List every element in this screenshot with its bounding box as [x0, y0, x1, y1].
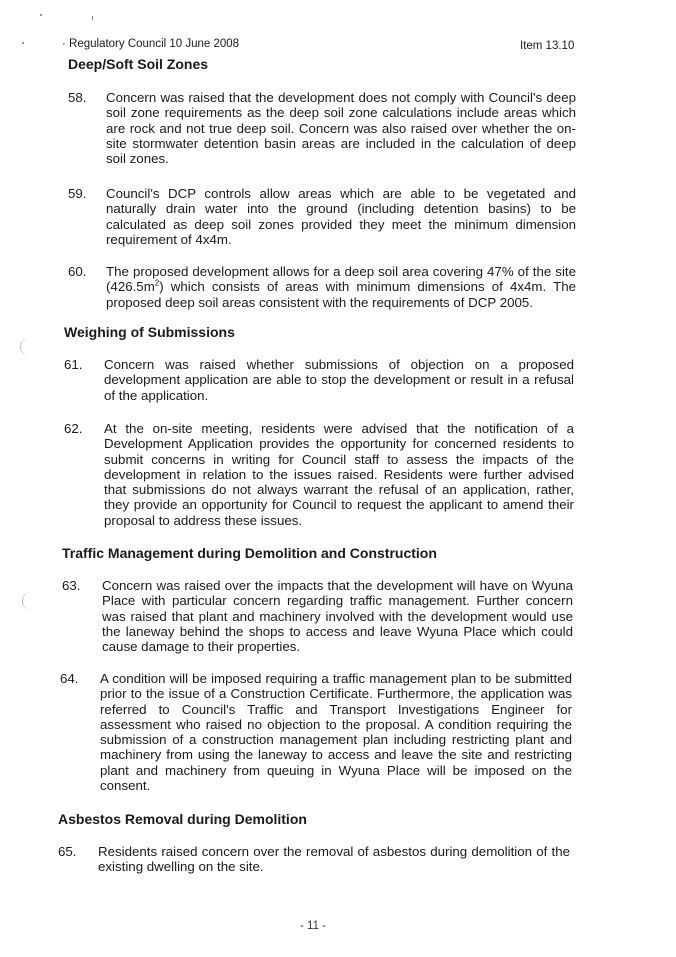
scan-speck: [22, 42, 24, 44]
paragraph-text: Concern was raised over the impacts that the development will have on Wyuna Place with particular concern regarding traffic management. Further concern was raised that plant and machinery involved with the development would use the laneway behind the shops to access and leave Wyuna Place which could cause damage to their properties.: [102, 578, 573, 655]
paragraph-number: 58.: [68, 90, 87, 105]
paragraph-text: [106, 264, 576, 310]
paragraph-number: 65.: [58, 844, 77, 859]
paragraph-text: Concern was raised whether submissions of objection on a proposed development application are able to stop the development or result in a refusal of the application.: [104, 357, 574, 403]
paragraph-number: 60.: [68, 264, 87, 279]
header-meeting-title: · Regulatory Council 10 June 2008: [62, 38, 240, 50]
paragraph-text-part: The proposed development allows for a deep soil area covering 47% of the site (426.5m: [106, 264, 576, 295]
paragraph-number: 63.: [62, 578, 81, 593]
paragraph-text: Residents raised concern over the removal of asbestos during demolition of the existing dwelling on the site.: [98, 844, 570, 875]
punch-hole-mark: [22, 592, 33, 610]
superscript: 2: [154, 278, 160, 288]
section-heading: Traffic Management during Demolition and Construction: [62, 545, 437, 561]
scan-speck: [40, 14, 42, 16]
section-heading: Asbestos Removal during Demolition: [58, 811, 307, 827]
punch-hole-mark: [20, 338, 31, 356]
paragraph-text: Concern was raised that the development does not comply with Council's deep soil zone requirements as the deep soil zone calculations include areas which are rock and not true deep soil. Concern was also raised over whether the on-site stormwater detention basin areas are included in the calculation of deep soil zones.: [106, 90, 576, 167]
paragraph-text-part: ) which consists of areas with minimum dimensions of 4x4m. The proposed deep soil areas consistent with the requirements of DCP 2005.: [106, 279, 576, 310]
paragraph-number: 64.: [60, 671, 79, 686]
page-number: - 11 -: [300, 920, 326, 932]
header-item-number: Item 13.10: [520, 40, 575, 52]
section-heading: Deep/Soft Soil Zones: [68, 56, 209, 72]
paragraph-text: At the on-site meeting, residents were advised that the notification of a Development Application provides the opportunity for concerned residents to submit concerns in writing for Council staff to assess the impacts of the development in relation to the issues raised. Residents were further advised that submissions do not always warrant the refusal of an application, rather, they provide an opportunity for Council to request the applicant to amend their proposal to address these issues.: [104, 421, 574, 528]
paragraph-number: 61.: [64, 357, 83, 372]
paragraph-number: 59.: [68, 186, 87, 201]
scan-speck: [92, 16, 93, 20]
section-heading: Weighing of Submissions: [64, 324, 235, 340]
paragraph-text: A condition will be imposed requiring a traffic management plan to be submitted prior to the issue of a Construction Certificate. Furthermore, the application was referred to Council's Traffic and Transport Investigations Engineer for assessment who raised no objection to the proposal. A condition requiring the submission of a construction management plan including restricting plant and machinery from using the laneway to access and leave the site and restricting plant and machinery from queuing in Wyuna Place will be imposed on the consent.: [100, 671, 572, 794]
paragraph-text: Council's DCP controls allow areas which are able to be vegetated and naturally drain water into the ground (including detention basins) to be calculated as deep soil zones provided they meet the minimum dimension requirement of 4x4m.: [106, 186, 576, 247]
paragraph-number: 62.: [64, 421, 83, 436]
